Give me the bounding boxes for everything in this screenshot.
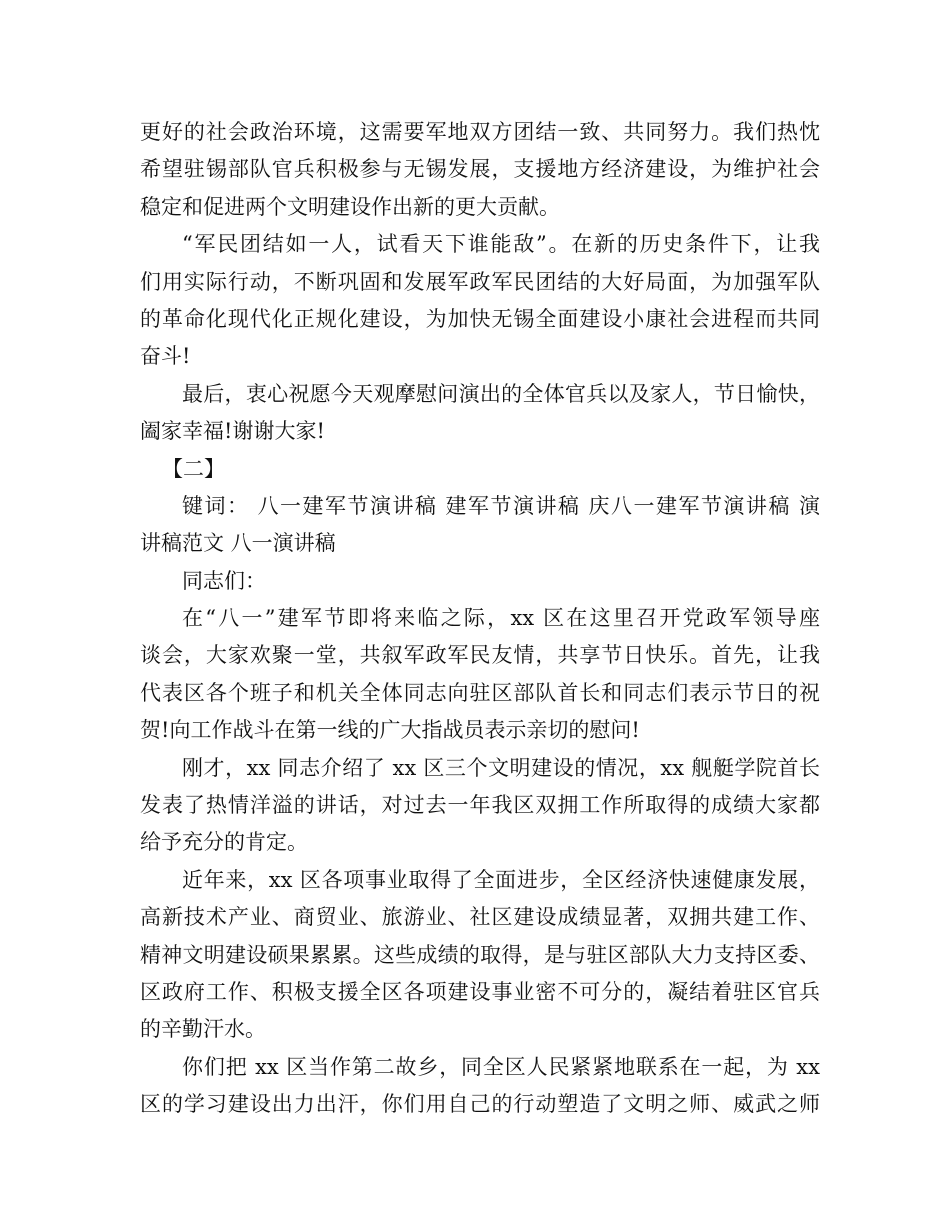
text-line: 的辛勤汗水。 xyxy=(140,1017,266,1042)
keywords-line: 键词： 八一建军节演讲稿 建军节演讲稿 庆八一建军节演讲稿 演 xyxy=(182,493,820,518)
salutation: 同志们： xyxy=(182,568,266,593)
keywords-line: 讲稿范文 八一演讲稿 xyxy=(140,531,336,556)
text-line: “军民团结如一人，试看天下谁能敌”。在新的历史条件下，让我 xyxy=(182,232,820,257)
text-line: 高新技术产业、商贸业、旅游业、社区建设成绩显著，双拥共建工作、 xyxy=(140,905,820,930)
text-line: 谈会，大家欢聚一堂，共叙军政军民友情，共享节日快乐。首先，让我 xyxy=(140,643,820,668)
text-line: 阖家幸福!谢谢大家! xyxy=(140,419,325,444)
text-line: 区的学习建设出力出汗，你们用自己的行动塑造了文明之师、威武之师 xyxy=(140,1092,820,1117)
text-line: 代表区各个班子和机关全体同志向驻区部队首长和同志们表示节日的祝 xyxy=(140,680,820,705)
text-line: 更好的社会政治环境，这需要军地双方团结一致、共同努力。我们热忱 xyxy=(140,120,820,144)
text-line: 刚才，xx 同志介绍了 xx 区三个文明建设的情况，xx 舰艇学院首长 xyxy=(182,755,820,780)
text-line: 的革命化现代化正规化建设，为加快无锡全面建设小康社会进程而共同 xyxy=(140,306,820,331)
text-line: 在“八一”建军节即将来临之际，xx 区在这里召开党政军领导座 xyxy=(182,606,820,631)
text-line: 希望驻锡部队官兵积极参与无锡发展，支援地方经济建设，为维护社会 xyxy=(140,157,820,182)
text-line: 区政府工作、积极支援全区各项建设事业密不可分的，凝结着驻区官兵 xyxy=(140,979,820,1004)
text-line: 贺!向工作战斗在第一线的广大指战员表示亲切的慰问! xyxy=(140,718,640,743)
text-line: 精神文明建设硕果累累。这些成绩的取得，是与驻区部队大力支持区委、 xyxy=(140,942,820,967)
text-line: 你们把 xx 区当作第二故乡，同全区人民紧紧地联系在一起，为 xx xyxy=(182,1054,820,1079)
text-line: 们用实际行动，不断巩固和发展军政军民团结的大好局面，为加强军队 xyxy=(140,269,820,294)
section-heading: 【二】 xyxy=(162,456,225,481)
text-line: 奋斗! xyxy=(140,344,191,369)
text-line: 发表了热情洋溢的讲话，对过去一年我区双拥工作所取得的成绩大家都 xyxy=(140,793,820,818)
text-line: 近年来，xx 区各项事业取得了全面进步，全区经济快速健康发展， xyxy=(182,867,820,892)
text-line: 稳定和促进两个文明建设作出新的更大贡献。 xyxy=(140,194,560,219)
text-line: 给予充分的肯定。 xyxy=(140,830,308,855)
text-line: 最后，衷心祝愿今天观摩慰问演出的全体官兵以及家人，节日愉快， xyxy=(182,381,820,406)
document-body xyxy=(140,114,820,1124)
